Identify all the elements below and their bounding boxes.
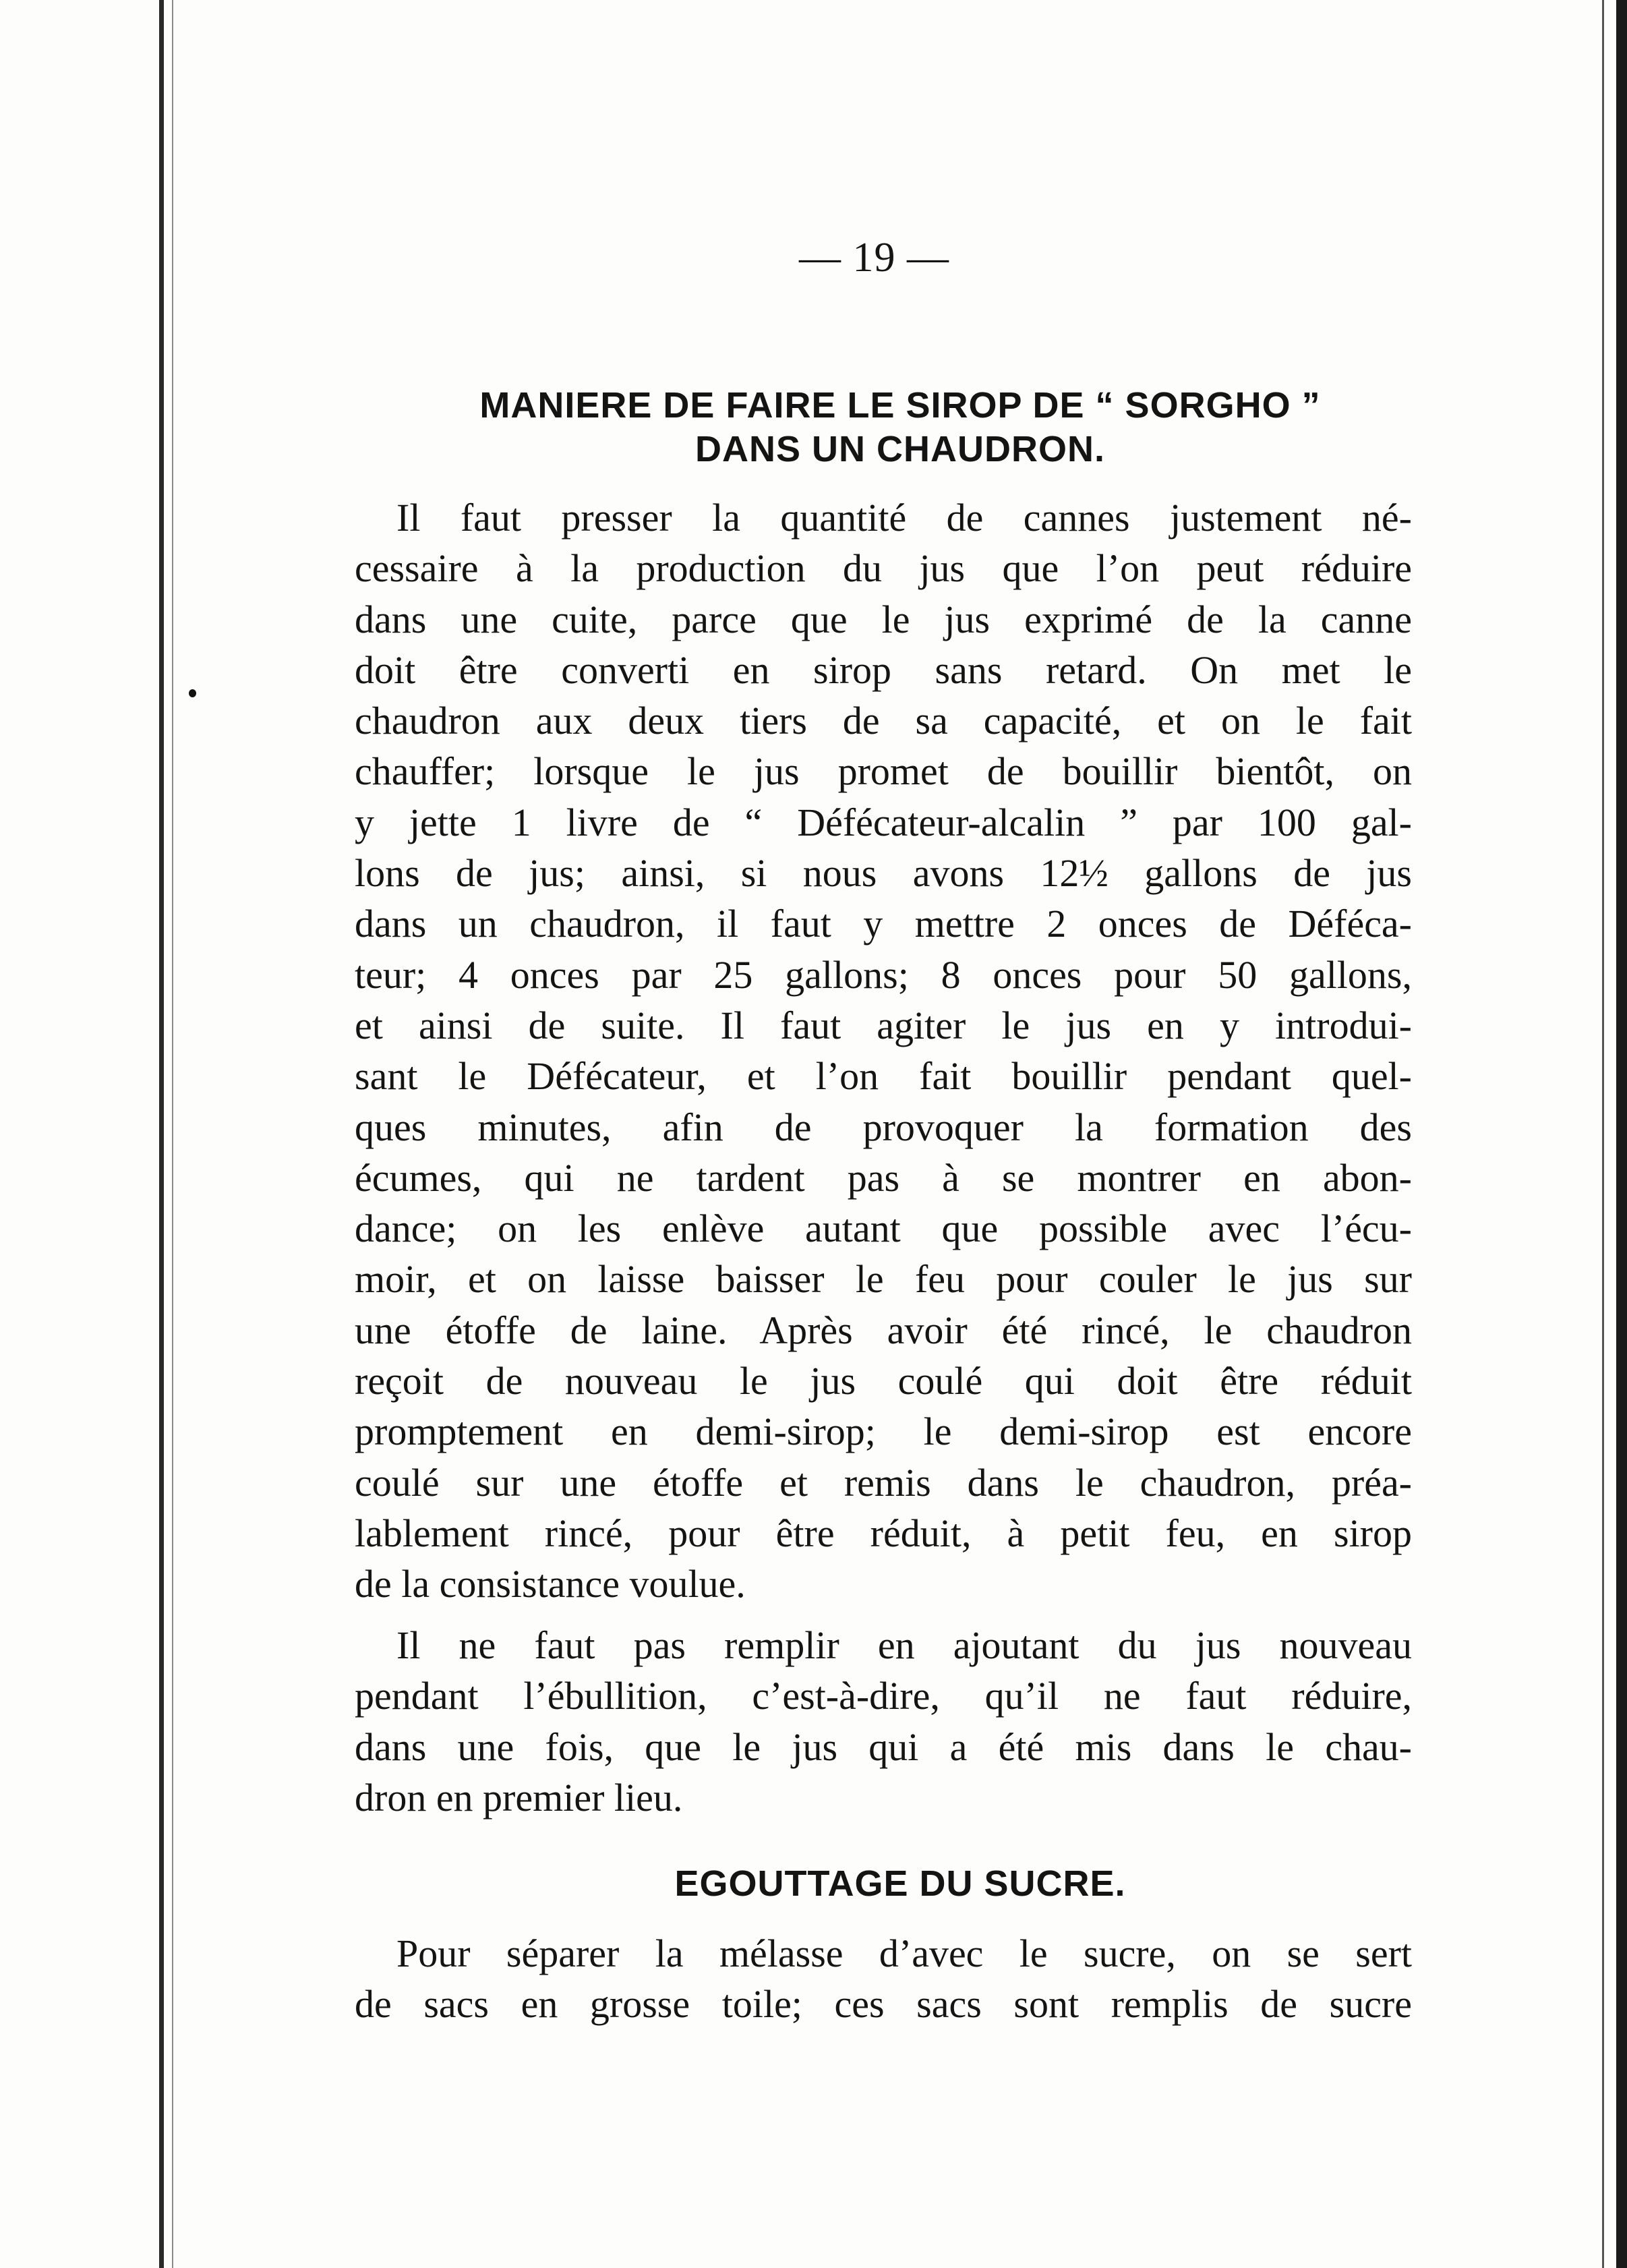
text-line: de sacs en grosse toile; ces sacs sont remplis de sucre <box>355 1982 1412 2027</box>
text-line: Il ne faut pas remplir en ajoutant du jus nouveau <box>396 1623 1412 1667</box>
text-line: dans une cuite, parce que le jus exprimé de la canne <box>355 597 1412 641</box>
text-line: Il faut presser la quantité de cannes justement né- <box>396 496 1412 540</box>
text-line: dans un chaudron, il faut y mettre 2 onces de Défécа- <box>355 902 1412 946</box>
text-line: doit être converti en sirop sans retard. On met le <box>355 647 1412 692</box>
text-line: moir, et on laisse baisser le feu pour couler le jus sur <box>355 1257 1412 1302</box>
text-line: Pour séparer la mélasse d’avec le sucre, on se sert <box>396 1931 1412 1975</box>
text-line: et ainsi de suite. Il faut agiter le jus en y introdui- <box>355 1003 1412 1047</box>
text-line: écumes, qui ne tardent pas à se montrer en abon- <box>355 1155 1412 1200</box>
text-line: chaudron aux deux tiers de sa capacité, et on le fait <box>355 699 1412 743</box>
scan-border <box>1616 0 1627 2268</box>
ink-speck <box>189 689 196 697</box>
text-line: lons de jus; ainsi, si nous avons 12½ gallons de jus <box>355 851 1412 896</box>
text-line: dans une fois, que le jus qui a été mis dans le chau- <box>355 1724 1412 1769</box>
page-edge-shadow <box>1602 0 1604 2268</box>
text-line: de la consistance voulue. <box>355 1562 746 1606</box>
text-line: lablement rincé, pour être réduit, à petit feu, en sirop <box>355 1511 1412 1555</box>
text-line: coulé sur une étoffe et remis dans le chaudron, préa- <box>355 1460 1412 1505</box>
text-line: dron en premier lieu. <box>355 1775 683 1820</box>
text-line: ques minutes, afin de provoquer la formation des <box>355 1105 1412 1149</box>
paragraph-1 <box>355 492 1412 1610</box>
subheading: EGOUTTAGE DU SUCRE. <box>674 1863 1126 1904</box>
text-line: teur; 4 onces par 25 gallons; 8 onces pour 50 gallons, <box>355 952 1412 997</box>
text-line: cessaire à la production du jus que l’on peut réduire <box>355 546 1412 591</box>
text-line: dance; on les enlève autant que possible avec l’écu- <box>355 1206 1412 1251</box>
text-line: reçoit de nouveau le jus coulé qui doit être réduit <box>355 1359 1412 1403</box>
text-line: pendant l’ébullition, c’est-à-dire, qu’il ne faut réduire, <box>355 1674 1412 1718</box>
text-line: promptement en demi-sirop; le demi-sirop est encore <box>355 1409 1412 1454</box>
paragraph-3 <box>355 1928 1412 2030</box>
text-line: sant le Défécateur, et l’on fait bouillir pendant quel- <box>355 1054 1412 1099</box>
page-number: — 19 — <box>799 235 949 281</box>
binding-edge <box>159 0 164 2268</box>
paragraph-2 <box>355 1620 1412 1823</box>
text-line: une étoffe de laine. Après avoir été rincé, le chaudron <box>355 1308 1412 1352</box>
text-line: chauffer; lorsque le jus promet de bouillir bientôt, on <box>355 749 1412 794</box>
binding-shadow <box>172 0 173 2268</box>
text-line: y jette 1 livre de “ Défécateur-alcalin ” par 100 gal- <box>355 800 1412 844</box>
section-heading-line-2: DANS UN CHAUDRON. <box>695 429 1105 469</box>
section-heading-line-1: MANIERE DE FAIRE LE SIROP DE “ SORGHO ” <box>479 385 1321 426</box>
